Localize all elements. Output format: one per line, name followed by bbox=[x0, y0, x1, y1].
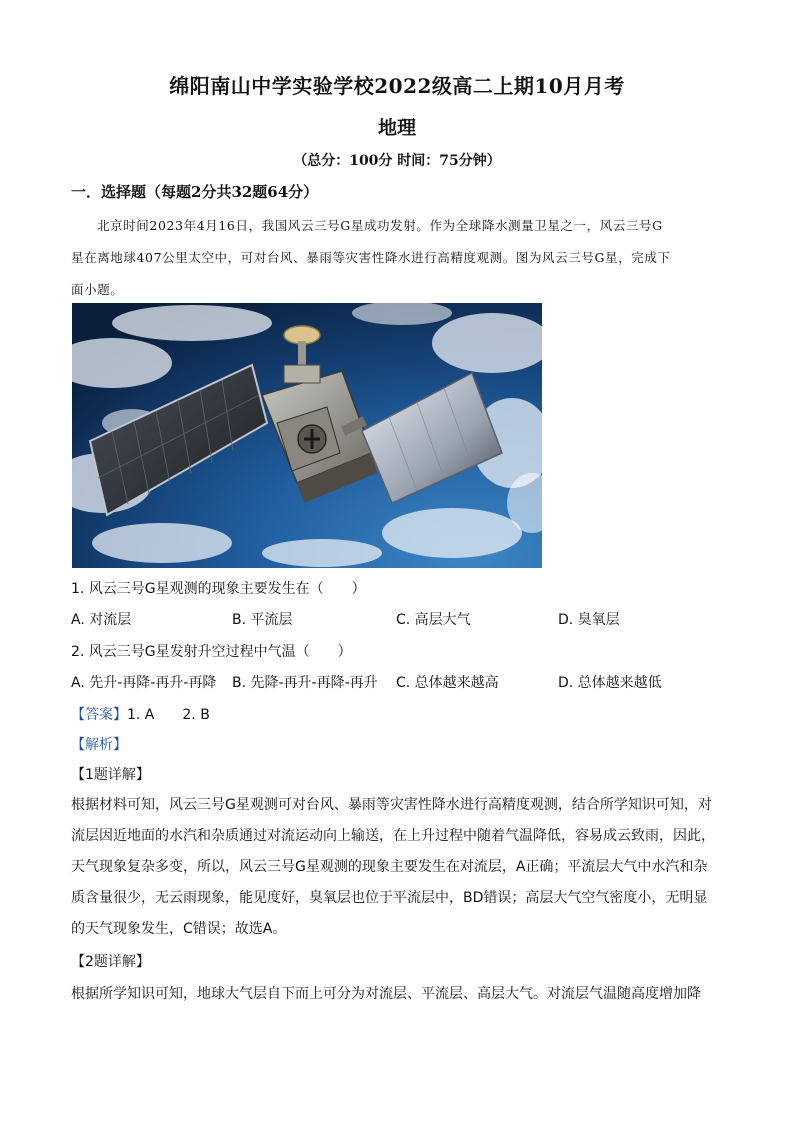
option-d: D. 臭氧层 bbox=[558, 612, 620, 628]
question-stem: 2. 风云三号G星发射升空过程中气温（ ） bbox=[71, 644, 352, 660]
material-line: 北京时间2023年4月16日，我国风云三号G星成功发射。作为全球降水测量卫星之一，风云三号G bbox=[97, 218, 663, 233]
option-d: D. 总体越来越低 bbox=[558, 675, 662, 691]
exam-title: 绵阳南山中学实验学校2022级高二上期10月月考 bbox=[169, 74, 625, 98]
detail-line: 流层因近地面的水汽和杂质通过对流运动向上输送，在上升过程中随着气温降低，容易成云致雨，因此， bbox=[71, 828, 715, 844]
option-a: A. 对流层 bbox=[71, 612, 132, 628]
option-c: C. 总体越来越高 bbox=[396, 675, 499, 691]
detail-1-label: 【1题详解】 bbox=[71, 767, 150, 783]
material-line: 面小题。 bbox=[71, 282, 124, 297]
material-text bbox=[71, 210, 721, 306]
option-b: B. 平流层 bbox=[232, 612, 293, 628]
answer-label: 【答案】 bbox=[71, 707, 127, 723]
satellite-icon bbox=[72, 303, 542, 568]
detail-line: 根据所学知识可知，地球大气层自下而上可分为对流层、平流层、高层大气。对流层气温随高度增加降 bbox=[71, 986, 701, 1002]
score-info: （总分：100分 时间：75分钟） bbox=[293, 153, 501, 169]
material-line: 星在离地球407公里太空中，可对台风、暴雨等灾害性降水进行高精度观测。图为风云三号G星，完成下 bbox=[71, 250, 671, 265]
detail-line: 的天气现象发生，C错误；故选A。 bbox=[71, 921, 287, 937]
detail-2-label: 【2题详解】 bbox=[71, 954, 150, 970]
subject-title: 地理 bbox=[377, 117, 416, 139]
answer-line bbox=[71, 704, 210, 724]
detail-1-text bbox=[71, 790, 725, 945]
option-a: A. 先升-再降-再升-再降 bbox=[71, 675, 217, 691]
section-heading: 一．选择题（每题2分共32题64分） bbox=[71, 183, 319, 201]
detail-line: 质含量很少，无云雨现象，能见度好，臭氧层也位于平流层中，BD错误；高层大气空气密度小，无明显 bbox=[71, 890, 708, 906]
detail-line: 天气现象复杂多变，所以，风云三号G星观测的现象主要发生在对流层，A正确；平流层大气中水汽和杂 bbox=[71, 859, 708, 875]
question-stem: 1. 风云三号G星观测的现象主要发生在（ ） bbox=[71, 581, 366, 597]
option-b: B. 先降-再升-再降-再升 bbox=[232, 675, 378, 691]
satellite-photo bbox=[72, 303, 542, 568]
analysis-label: 【解析】 bbox=[71, 737, 127, 753]
option-c: C. 高层大气 bbox=[396, 612, 471, 628]
detail-2-text bbox=[71, 979, 725, 1010]
answer-text: 1. A 2. B bbox=[127, 707, 210, 723]
detail-line: 根据材料可知，风云三号G星观测可对台风、暴雨等灾害性降水进行高精度观测，结合所学知识可知，对 bbox=[71, 797, 712, 813]
